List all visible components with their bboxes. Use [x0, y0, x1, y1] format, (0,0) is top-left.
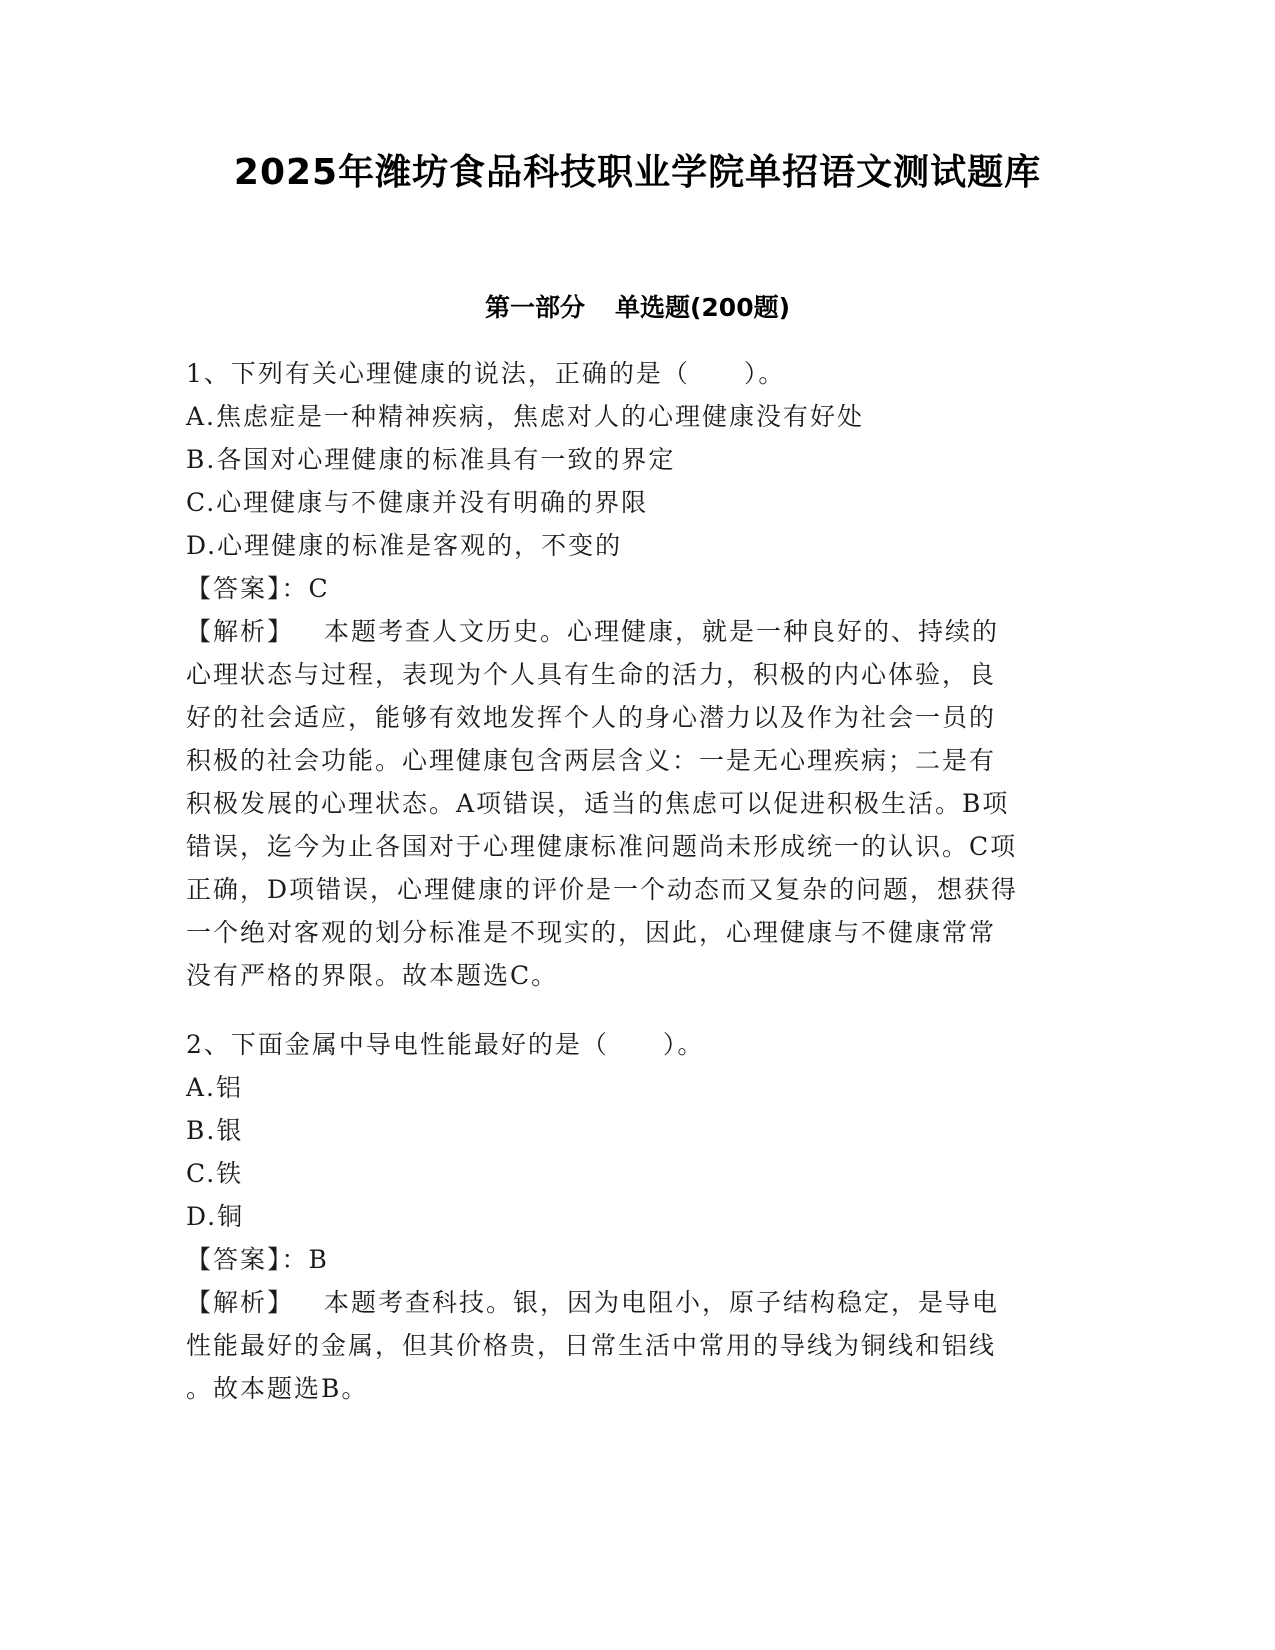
answer-value: C: [308, 574, 330, 603]
option-d: D.铜: [186, 1202, 245, 1231]
question-list: [186, 352, 1081, 1410]
explanation-line: [186, 1281, 1081, 1324]
section-part: 第一部分: [484, 293, 585, 322]
question-stem: 2、下面金属中导电性能最好的是（ ）。: [186, 1030, 705, 1059]
explanation-label: 【解析】: [186, 1288, 295, 1317]
explanation-text: 正确，D项错误，心理健康的评价是一个动态而又复杂的问题，想获得: [186, 875, 1019, 904]
explanation-text: 积极的社会功能。心理健康包含两层含义：一是无心理疾病；二是有: [186, 746, 997, 775]
explanation-text: 。故本题选B。: [186, 1374, 369, 1403]
option-b: B.银: [186, 1116, 244, 1145]
explanation-text: 错误，迄今为止各国对于心理健康标准问题尚未形成统一的认识。C项: [186, 832, 1018, 861]
option-d: D.心理健康的标准是客观的，不变的: [186, 531, 623, 560]
answer-label: 【答案】：: [186, 574, 309, 603]
explanation-text: 一个绝对客观的划分标准是不现实的，因此，心理健康与不健康常常: [186, 918, 997, 947]
explanation-text: 性能最好的金属，但其价格贵，日常生活中常用的导线为铜线和铝线: [186, 1331, 997, 1360]
explanation-text: 本题考查人文历史。心理健康，就是一种良好的、持续的: [324, 617, 1000, 646]
explanation-line: [186, 610, 1081, 653]
question-1: [186, 352, 1081, 997]
option-a: A.焦虑症是一种精神疾病，焦虑对人的心理健康没有好处: [186, 402, 865, 431]
option-a: A.铝: [186, 1073, 244, 1102]
question-stem: 1、下列有关心理健康的说法，正确的是（ ）。: [186, 359, 786, 388]
explanation-text: 好的社会适应，能够有效地发挥个人的身心潜力以及作为社会一员的: [186, 703, 997, 732]
answer-line: [186, 567, 1081, 610]
answer-line: [186, 1238, 1081, 1281]
section-name: 单选题(200题): [614, 293, 791, 322]
explanation-text: 本题考查科技。银，因为电阻小，原子结构稳定，是导电: [324, 1288, 1000, 1317]
option-c: C.心理健康与不健康并没有明确的界限: [186, 488, 649, 517]
explanation-text: 心理状态与过程，表现为个人具有生命的活力，积极的内心体验，良: [186, 660, 997, 689]
option-c: C.铁: [186, 1159, 244, 1188]
explanation-text: 没有严格的界限。故本题选C。: [186, 961, 559, 990]
answer-value: B: [308, 1245, 329, 1274]
question-spacer: [186, 997, 1081, 1023]
explanation-label: 【解析】: [186, 617, 295, 646]
question-2: [186, 1023, 1081, 1410]
document-title: 2025年潍坊食品科技职业学院单招语文测试题库: [233, 152, 1042, 193]
explanation-text: 积极发展的心理状态。A项错误，适当的焦虑可以促进积极生活。B项: [186, 789, 1010, 818]
answer-label: 【答案】：: [186, 1245, 309, 1274]
option-b: B.各国对心理健康的标准具有一致的界定: [186, 445, 676, 474]
section-heading: [0, 290, 1275, 326]
